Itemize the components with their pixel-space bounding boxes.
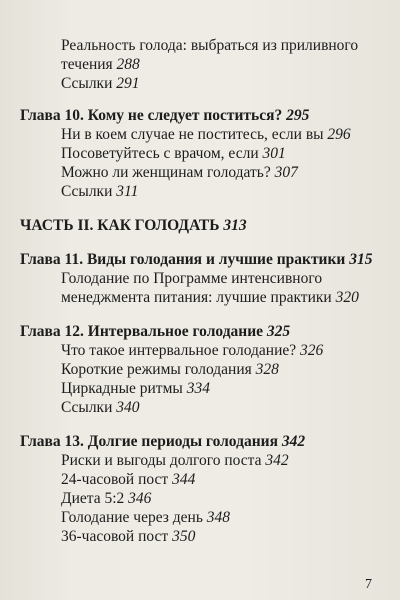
chapter-heading-13 [20,432,392,451]
entry-page: 344 [172,471,196,488]
toc-entry [20,341,392,360]
entry-text: менеджмента питания: лучшие практики [61,289,332,306]
entry-page: 348 [206,509,231,526]
chapter-heading-10 [20,106,392,125]
page-number: 7 [365,577,372,592]
entry-page: 320 [335,289,359,306]
entry-page: 340 [116,399,140,416]
toc-entry [20,527,392,546]
part-title: ЧАСТЬ II. КАК ГОЛОДАТЬ [20,217,220,234]
toc-entry [20,182,392,201]
part-heading-2 [20,216,392,235]
entry-text: Ссылки [61,183,113,200]
toc-entry [20,269,392,288]
entry-text: Ссылки [61,399,113,416]
entry-page: 291 [116,75,140,92]
entry-page: 328 [255,361,279,378]
entry-text: течения [61,56,113,73]
toc-entry [20,398,392,417]
entry-text: Голодание по Программе интенсивного [61,270,323,287]
entry-page: 346 [128,490,152,507]
entry-page: 311 [116,183,139,200]
toc-entry [20,451,392,470]
chapter-title: Глава 11. Виды голодания и лучшие практики [20,251,346,268]
entry-page: 307 [274,164,298,181]
entry-text: Посоветуйтесь с врачом, если [61,145,259,162]
entry-text: Циркадные ритмы [61,380,183,397]
entry-page: 296 [327,126,351,143]
chapter-heading-11 [20,250,392,269]
entry-page: 301 [262,145,286,162]
toc-entry [20,144,392,163]
toc-entry [20,489,392,508]
entry-page: 288 [116,56,140,73]
entry-page: 334 [186,380,210,397]
toc-entry [20,379,392,398]
toc-entry [20,163,392,182]
toc-entry [20,125,392,144]
entry-text: Можно ли женщинам голодать? [61,164,271,181]
entry-text: Ни в коем случае не поститесь, если вы [61,126,324,143]
toc-entry [20,508,392,527]
chapter-page: 342 [281,433,306,450]
entry-text: Диета 5:2 [61,490,125,507]
toc-entry [20,74,392,93]
entry-text: Ссылки [61,75,113,92]
toc-entry [20,360,392,379]
entry-text: Реальность голода: выбраться из приливного [61,37,359,54]
entry-text: Риски и выгоды долгого поста [61,452,262,469]
chapter-page: 325 [266,323,291,340]
entry-text: 36-часовой пост [61,528,169,545]
entry-text: 24-часовой пост [61,471,169,488]
entry-text: Голодание через день [61,509,203,526]
entry-page: 350 [172,528,196,545]
chapter-page: 315 [349,251,373,268]
toc-entry [20,470,392,489]
chapter-title: Глава 12. Интервальное голодание [20,323,264,340]
chapter-title: Глава 10. Кому не следует поститься? [20,107,283,124]
table-of-contents [20,36,392,546]
part-page: 313 [223,217,247,234]
chapter-heading-12 [20,322,392,341]
entry-page: 342 [265,452,289,469]
entry-page: 326 [300,342,324,359]
toc-entry [20,55,392,74]
entry-text: Короткие режимы голодания [61,361,252,378]
entry-text: Что такое интервальное голодание? [61,342,297,359]
toc-entry [20,36,392,55]
chapter-page: 295 [286,107,310,124]
chapter-title: Глава 13. Долгие периоды голодания [20,433,278,450]
toc-entry [20,288,392,307]
